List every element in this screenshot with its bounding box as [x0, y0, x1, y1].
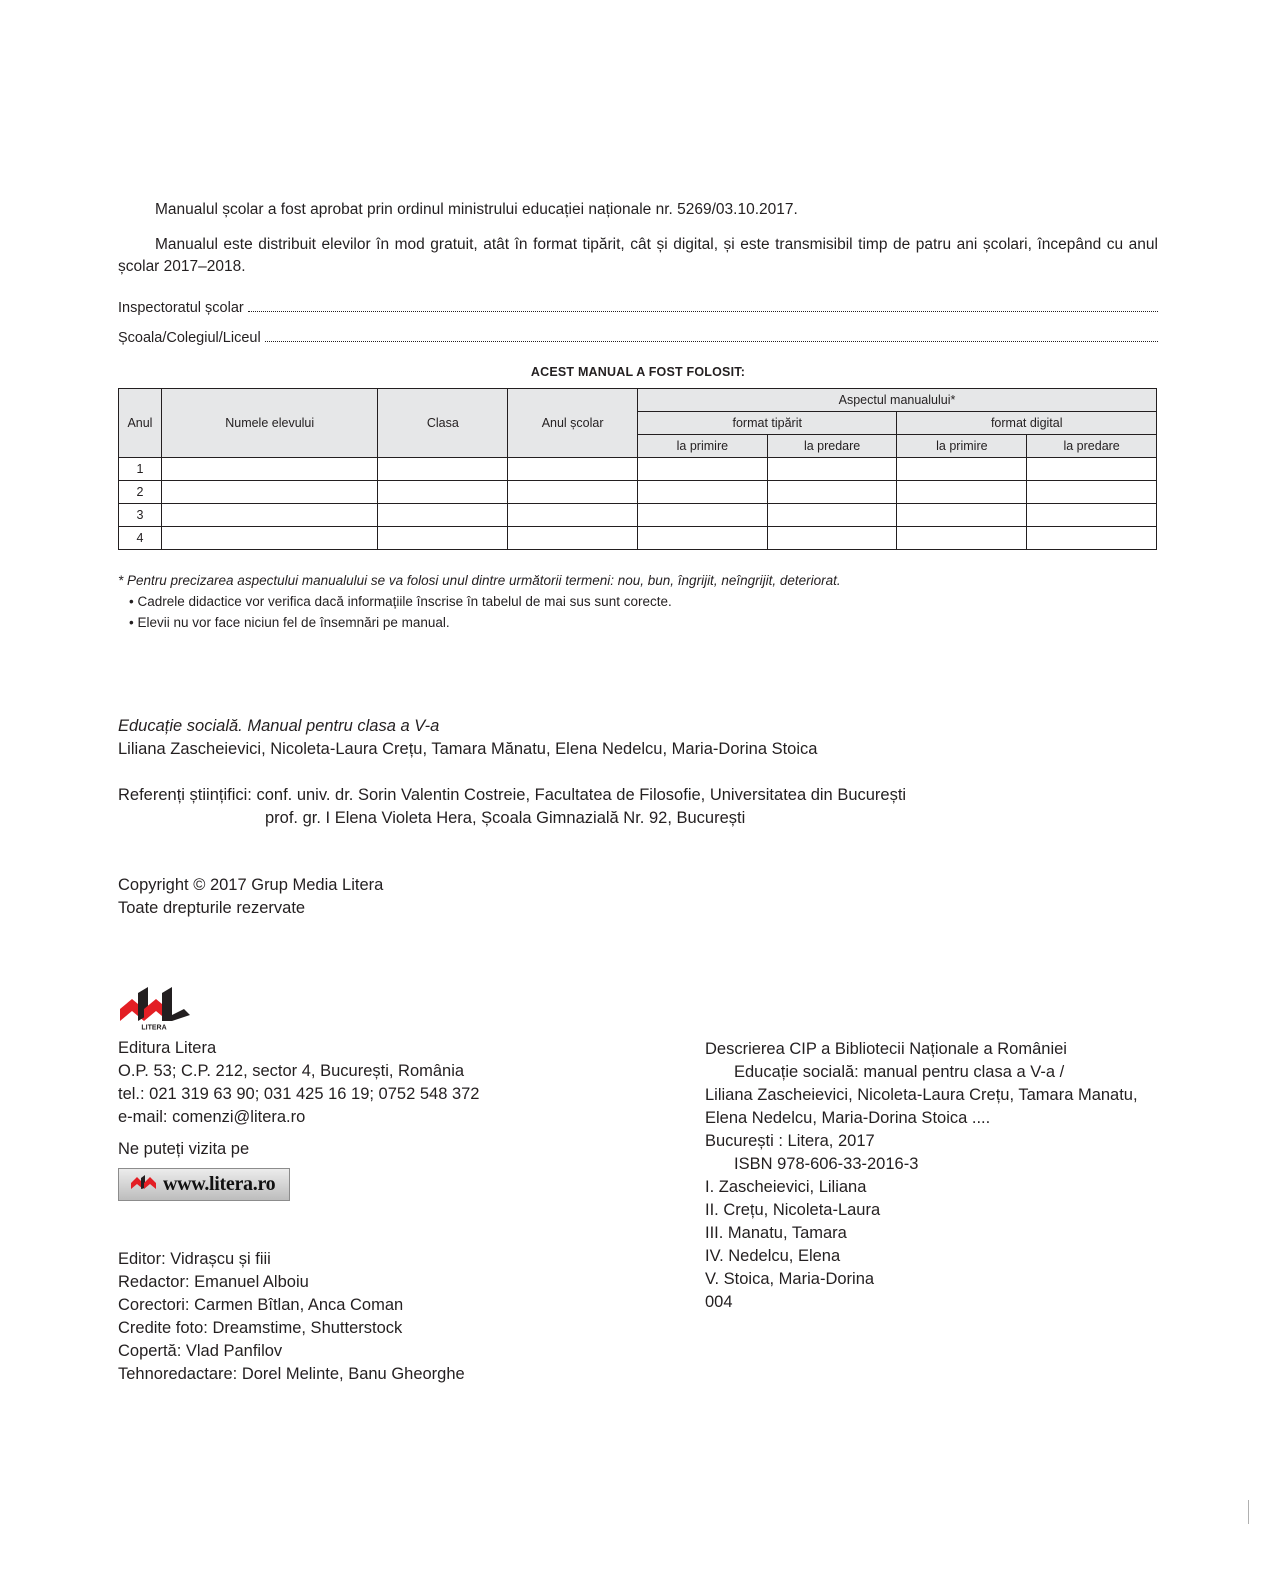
col-year-header: Anul — [119, 389, 162, 458]
cell — [897, 527, 1027, 550]
cip-place: București : Litera, 2017 — [705, 1132, 875, 1150]
table-notes — [118, 570, 841, 633]
cell-school-year — [508, 481, 638, 504]
cip-authors-1: Liliana Zascheievici, Nicoleta-Laura Crețu, Tamara Manatu, — [705, 1086, 1138, 1104]
cip-author-4: IV. Nedelcu, Elena — [705, 1247, 841, 1265]
table-row — [119, 527, 1157, 550]
cell — [637, 527, 767, 550]
school-dotted-line — [265, 331, 1158, 342]
col-printed-received: la primire — [637, 435, 767, 458]
credit-redactor: Redactor: Emanuel Alboiu — [118, 1273, 309, 1291]
cell — [1027, 527, 1157, 550]
school-field — [118, 330, 1158, 346]
book-title: Educație socială. Manual pentru clasa a V-a — [118, 717, 440, 735]
distribution-text: Manualul este distribuit elevilor în mod gratuit, atât în format tipărit, cât și digital, și este transmisibil timp de patru ani școlari, începând cu anul școlar 2017–2018. — [118, 236, 1158, 275]
row-number: 1 — [119, 458, 162, 481]
inspectorate-label: Inspectoratul școlar — [118, 300, 244, 316]
litera-logo-icon — [118, 987, 192, 1031]
publisher-email: e-mail: comenzi@litera.ro — [118, 1108, 306, 1126]
cell-student — [161, 481, 378, 504]
credit-cover: Copertă: Vlad Panfilov — [118, 1342, 283, 1360]
cell — [1027, 481, 1157, 504]
cip-code: 004 — [705, 1293, 733, 1311]
credits — [118, 1248, 465, 1386]
cip-author-3: III. Manatu, Tamara — [705, 1224, 847, 1242]
rights: Toate drepturile rezervate — [118, 899, 306, 917]
visit-text: Ne puteți vizita pe — [118, 1140, 250, 1158]
website-url[interactable]: www.litera.ro — [163, 1173, 276, 1195]
credit-layout: Tehnoredactare: Dorel Melinte, Banu Gheorghe — [118, 1365, 465, 1383]
cip-authors-2: Elena Nedelcu, Maria-Dorina Stoica .... — [705, 1109, 991, 1127]
cell — [637, 504, 767, 527]
cell-student — [161, 504, 378, 527]
table-row — [119, 504, 1157, 527]
usage-table — [118, 388, 1157, 550]
inspectorate-field — [118, 300, 1158, 316]
col-class-header: Clasa — [378, 389, 508, 458]
usage-table-title: ACEST MANUAL A FOST FOLOSIT: — [530, 365, 746, 379]
cip-header: Descrierea CIP a Bibliotecii Naționale a României — [705, 1040, 1067, 1058]
col-digital-header: format digital — [897, 412, 1157, 435]
book-info — [118, 715, 817, 761]
school-label: Școala/Colegiul/Liceul — [118, 330, 261, 346]
cell — [767, 504, 897, 527]
cell — [1027, 504, 1157, 527]
referees — [118, 784, 906, 830]
litera-logo — [118, 987, 192, 1031]
table-row — [119, 481, 1157, 504]
col-digital-returned: la predare — [1027, 435, 1157, 458]
cell — [897, 481, 1027, 504]
cell-school-year — [508, 458, 638, 481]
website-button[interactable] — [118, 1168, 290, 1201]
footnote: * Pentru precizarea aspectului manualului se va folosi unul dintre următorii termeni: nou, bun, îngrijit, neîngrijit, deteriorat. — [118, 573, 841, 588]
col-digital-received: la primire — [897, 435, 1027, 458]
cip-author-5: V. Stoica, Maria-Dorina — [705, 1270, 875, 1288]
publisher-name: Editura Litera — [118, 1039, 217, 1057]
publisher-address: O.P. 53; C.P. 212, sector 4, București, România — [118, 1062, 465, 1080]
cell-school-year — [508, 504, 638, 527]
row-number: 4 — [119, 527, 162, 550]
note-bullet-2: • Elevii nu vor face niciun fel de însemnări pe manual. — [129, 615, 450, 630]
copyright: Copyright © 2017 Grup Media Litera — [118, 876, 384, 894]
cell-student — [161, 527, 378, 550]
cell — [897, 458, 1027, 481]
col-school-year-header: Anul școlar — [508, 389, 638, 458]
publisher-info — [118, 1037, 480, 1129]
cell — [767, 481, 897, 504]
cell-class — [378, 504, 508, 527]
note-bullet-1: • Cadrele didactice vor verifica dacă informațiile înscrise în tabelul de mai sus sunt corecte. — [129, 594, 672, 609]
inspectorate-dotted-line — [248, 301, 1158, 312]
cip-author-2: II. Crețu, Nicoleta-Laura — [705, 1201, 881, 1219]
row-number: 2 — [119, 481, 162, 504]
cell-class — [378, 458, 508, 481]
col-printed-header: format tipărit — [637, 412, 897, 435]
credit-editor: Editor: Vidrașcu și fiii — [118, 1250, 271, 1268]
cell — [767, 458, 897, 481]
cell — [637, 458, 767, 481]
table-row — [119, 458, 1157, 481]
referee-2: prof. gr. I Elena Violeta Hera, Școala Gimnazială Nr. 92, București — [265, 809, 746, 827]
cip-description — [705, 1038, 1138, 1314]
referee-1: Referenți științifici: conf. univ. dr. Sorin Valentin Costreie, Facultatea de Filosofie, Universitatea din București — [118, 786, 907, 804]
col-printed-returned: la predare — [767, 435, 897, 458]
copyright-block — [118, 874, 383, 920]
cip-title: Educație socială: manual pentru clasa a V-a / — [734, 1063, 1065, 1081]
cell-student — [161, 458, 378, 481]
col-student-header: Numele elevului — [161, 389, 378, 458]
cell — [767, 527, 897, 550]
credit-proofreaders: Corectori: Carmen Bîtlan, Anca Coman — [118, 1296, 404, 1314]
cell-class — [378, 527, 508, 550]
page-edge-mark — [1248, 1500, 1249, 1524]
cip-author-1: I. Zascheievici, Liliana — [705, 1178, 867, 1196]
publisher-phone: tel.: 021 319 63 90; 031 425 16 19; 0752 548 372 — [118, 1085, 480, 1103]
cell-school-year — [508, 527, 638, 550]
cell — [637, 481, 767, 504]
cell-class — [378, 481, 508, 504]
row-number: 3 — [119, 504, 162, 527]
cell — [897, 504, 1027, 527]
cip-isbn: ISBN 978-606-33-2016-3 — [734, 1155, 919, 1173]
credit-photo: Credite foto: Dreamstime, Shutterstock — [118, 1319, 403, 1337]
col-aspect-header: Aspectul manualului* — [637, 389, 1156, 412]
cell — [1027, 458, 1157, 481]
logo-text: LITERA — [141, 1024, 167, 1031]
book-authors: Liliana Zascheievici, Nicoleta-Laura Crețu, Tamara Mănatu, Elena Nedelcu, Maria-Dorina Stoica — [118, 740, 818, 758]
litera-leaf-icon — [131, 1174, 157, 1195]
approval-text: Manualul școlar a fost aprobat prin ordinul ministrului educației naționale nr. 5269/03.10.2017. — [155, 201, 798, 218]
